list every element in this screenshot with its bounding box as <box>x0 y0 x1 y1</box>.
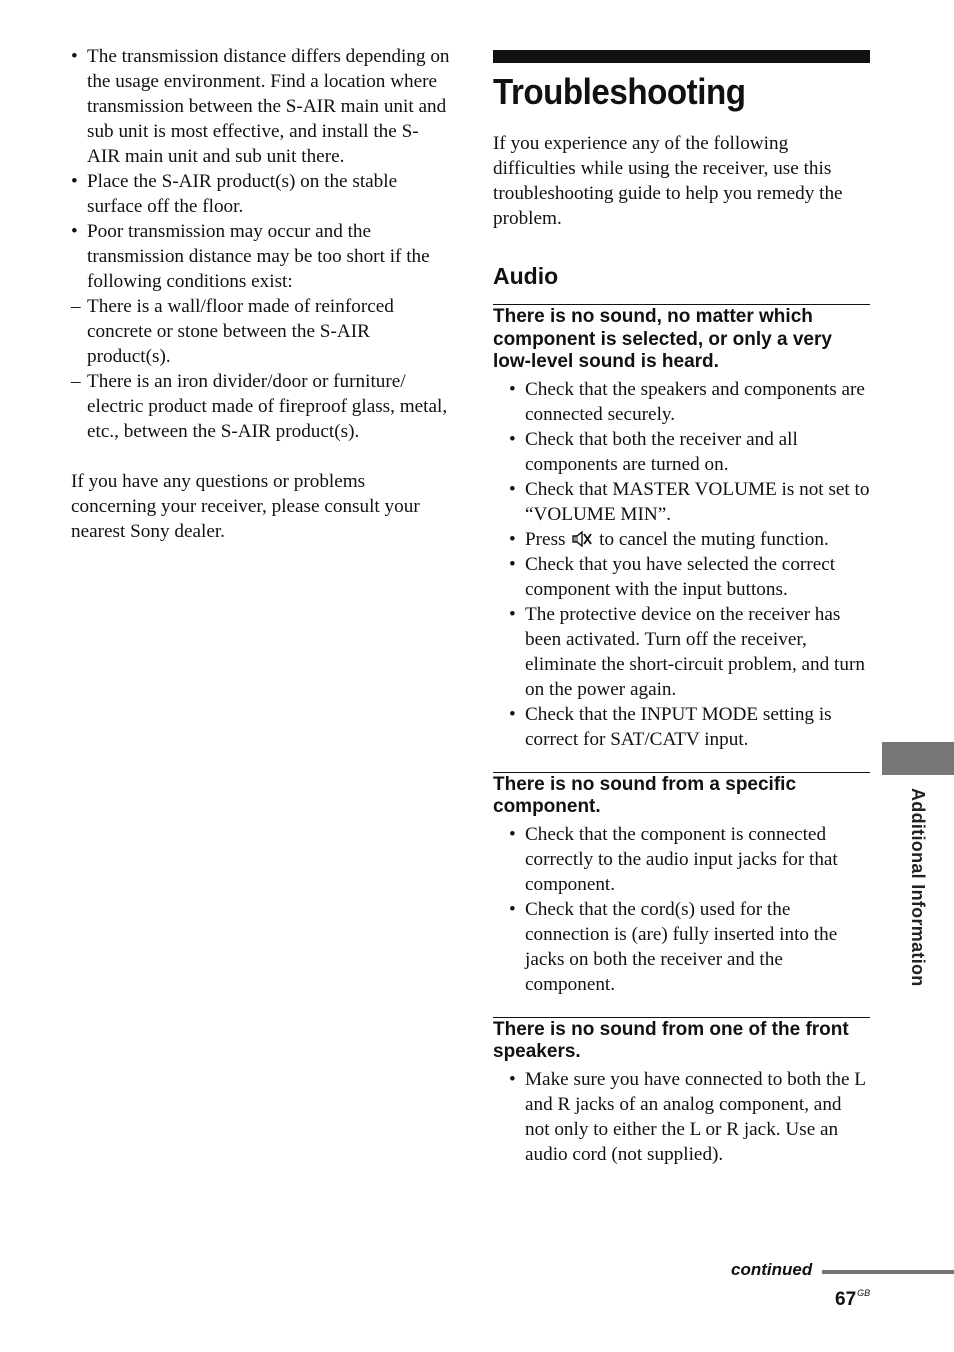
problem-specific-component <box>493 772 870 997</box>
list-item: • The transmission distance differs depending on the usage environment. Find a location where transmission between the S-AIR main unit and sub unit is most effective, and install the S-AIR main unit and sub unit there. <box>71 44 451 169</box>
list-item: • Check that the speakers and components are connected securely. <box>509 377 870 427</box>
mute-text-before: Press <box>525 528 566 550</box>
section-heading-audio: Audio <box>493 261 870 305</box>
page-number-value: 67 <box>835 1289 857 1310</box>
list-item: • Check that the INPUT MODE setting is correct for SAT/CATV input. <box>509 702 870 752</box>
problem-title: There is no sound from one of the front speakers. <box>493 1018 849 1062</box>
problem-no-sound <box>493 305 870 752</box>
right-column <box>493 50 870 1167</box>
list-item: • Check that the component is connected correctly to the audio input jacks for that component. <box>509 822 870 897</box>
list-item: • Poor transmission may occur and the transmission distance may be too short if the following conditions exist: <box>71 219 451 294</box>
page-title: Troubleshooting <box>493 71 746 112</box>
list-item: • Check that MASTER VOLUME is not set to “VOLUME MIN”. <box>509 477 870 527</box>
list-item: • Check that the cord(s) used for the connection is (are) fully inserted into the jacks on both the receiver and the component. <box>509 897 870 997</box>
solution-list <box>509 822 870 997</box>
section-tab <box>882 742 954 775</box>
problem-front-speaker <box>493 1017 870 1167</box>
solution-list <box>509 377 870 752</box>
continued-rule <box>822 1270 954 1274</box>
intro-paragraph: If you experience any of the following difficulties while using the receiver, use this troubleshooting guide to help you remedy the problem. <box>493 133 843 229</box>
s-air-notes-list <box>71 44 451 444</box>
list-item: • Make sure you have connected to both the L and R jacks of an analog component, and not only to either the L or R jack. Use an audio cord (not supplied). <box>509 1067 870 1167</box>
continued-label: continued <box>731 1260 813 1279</box>
problem-title: There is no sound from a specific component. <box>493 773 797 817</box>
mute-text-after: to cancel the muting function. <box>599 528 829 550</box>
list-item-muting <box>509 527 870 552</box>
list-item: – There is an iron divider/door or furniture/ electric product made of fireproof glass, metal, etc., between the S-AIR product(s). <box>71 369 451 444</box>
mute-icon <box>572 529 592 545</box>
section-tab-label: Additional Information <box>908 788 928 987</box>
solution-list <box>509 1067 870 1167</box>
list-item: • Check that both the receiver and all components are turned on. <box>509 427 870 477</box>
problem-title: There is no sound, no matter which component is selected, or only a very low-level sound is heard. <box>493 306 832 372</box>
list-item: • Place the S-AIR product(s) on the stable surface off the floor. <box>71 169 451 219</box>
dealer-paragraph: If you have any questions or problems concerning your receiver, please consult your nearest Sony dealer. <box>71 471 420 542</box>
page-suffix: GB <box>857 1288 871 1298</box>
left-column <box>71 44 451 544</box>
list-item: – There is a wall/floor made of reinforced concrete or stone between the S-AIR product(s). <box>71 294 451 369</box>
title-rule <box>493 50 870 63</box>
page-number <box>835 1281 870 1312</box>
list-item: • Check that you have selected the correct component with the input buttons. <box>509 552 870 602</box>
list-item: • The protective device on the receiver has been activated. Turn off the receiver, eliminate the short-circuit problem, and turn on the power again. <box>509 602 870 702</box>
